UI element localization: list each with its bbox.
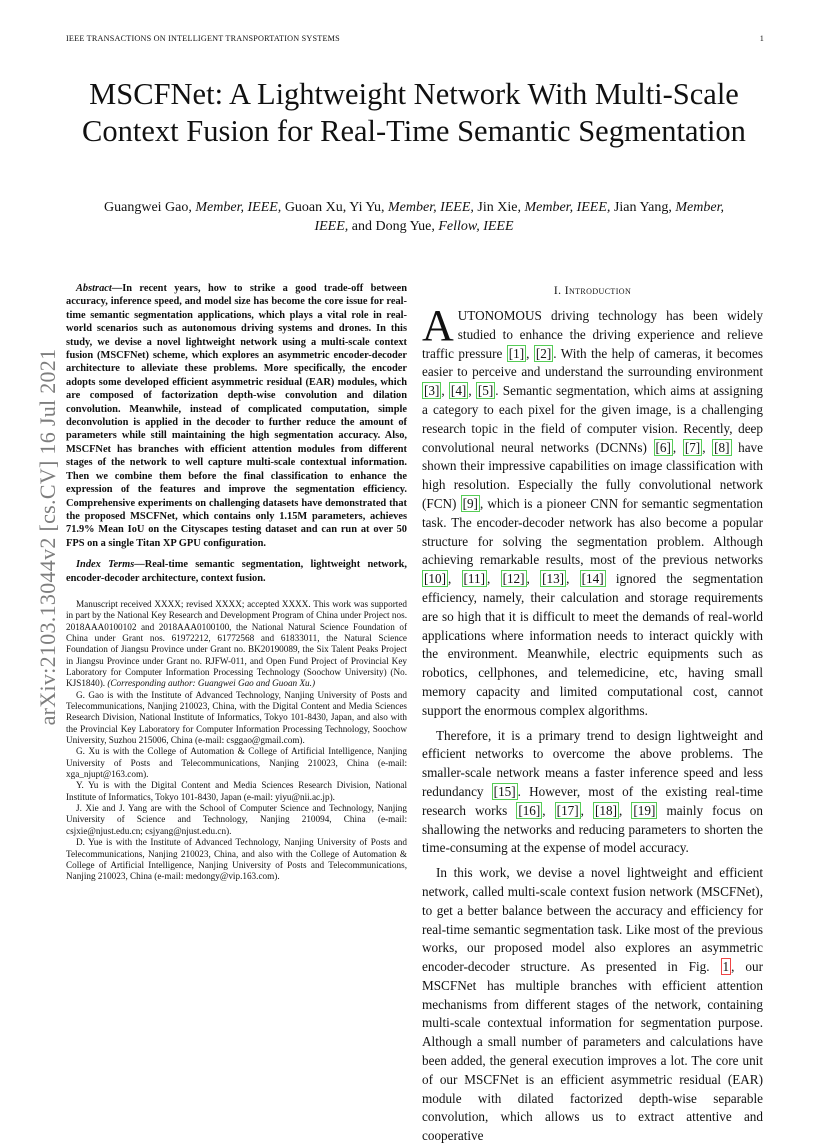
citation-link[interactable]: [8] (714, 439, 730, 455)
author-list (100, 198, 728, 236)
body-text: In this work, we devise a novel lightweight and efficient network, called multi-scale context fusion network (MSCFNet), to get a better balance between the accuracy and efficiency for real-time semantic segmentation task. Like most of the previous works, our proposed model also explores an asymmetric encoder-decoder structure. As presented in Fig. (422, 865, 763, 975)
footnote-affiliation: G. Xu is with the College of Automation & College of Artificial Intelligence, Nanjing University of Posts and Telecommunications, Nanjing 210023, China (e-mail: xga_njupt@163.com). (66, 746, 407, 780)
citation-link[interactable]: [17] (556, 802, 579, 818)
body-text: have shown their impressive capabilities on image classification with high resolution. Especially the fully convolutional network (FCN) (422, 439, 763, 511)
body-text: . With the help of cameras, it becomes easier to perceive and understand the surrounding environment (422, 345, 763, 380)
footnote-text: Manuscript received XXXX; revised XXXX; accepted XXXX. This work was supported in part by the National Key Research and Development Program of China under Project nos. 2018AAA0100102 and 2018AAA0100100, the National Natural Science Foundation of China under Grant nos. 61972212, 61772568 and 61833011, the Natural Science Foundation of Jiangsu Province under Grant no. BK20190089, the Six Talent Peaks Project in Jiangsu Province under Grant no. RJFW-011, and Open Fund Project of Provincial Key Laboratory for Computer Information Processing Technology (Soochow University) (No. KJS1840). (66, 598, 407, 689)
author-role: Member, IEEE, (388, 200, 474, 215)
author-name: Guoan Xu, Yi Yu, (284, 200, 385, 215)
author-name: Jian Yang, (613, 200, 672, 215)
footnotes (66, 599, 407, 883)
footnote-funding (66, 599, 407, 690)
citation-link[interactable]: [3] (424, 383, 440, 399)
intro-paragraph-1: AUTONOMOUS driving technology has been widely studied to enhance the driving experience and relieve traffic pressure [1] , [2] . With the help of cameras, it becomes easier to perceive and understand the surrounding environment [3] , [4] , [5] . Semantic segmentation, which aims at assigning a category to each pixel for the given image, is a challenging research topic in the field of computer vision. Recently, deep convolutional neural networks (DCNNs) [6] , [7] , [8] have shown their impressive capabilities on image classification with high resolution. Especially the fully convolutional network (FCN) [9] , which is a pioneer CNN for semantic segmentation task. The encoder-decoder network has also become a popular structure for solving the segmentation problem. Although achieving remarkable results, most of the previous networks [10] , [11] , [12] , [13] , [14] ignored the segmentation efficiency, namely, their calculation and storage requirements are so high that it is difficult to meet the demands of real-world applications where information needs to interact quickly with the environment. Meanwhile, electric equipments such as robotics, cellphones, and telemedicine, etc, having small memory capacity and limited computational cost, cannot support the enormous complex algorithms. (422, 301, 764, 718)
body-text: . Semantic segmentation, which aims at assigning a category to each pixel for the given image, is a challenging research topic in the field of computer vision. Recently, deep convolutional neural networks (DCNNs) (422, 383, 764, 455)
author-role: Member, IEEE, (524, 200, 611, 215)
body-text: , our MSCFNet has multiple branches with efficient attention mechanisms from different stages of the network, containing multi-scale contextual information for segmentation purpose. Although a small number of parameters and calculations have been added, the general execution improves a lot. The core unit of our MSCFNet is an efficient asymmetric residual (EAR) module with dilated factorized depth-wise separable convolution, which allows us to extract attentive and cooperative (422, 959, 763, 1144)
abstract (66, 282, 407, 550)
right-column (422, 282, 763, 1146)
citation-link[interactable]: [6] (655, 439, 671, 455)
section-heading (422, 284, 763, 297)
index-terms-text: —Real-time semantic segmentation, lightweight network, encoder-decoder architecture, context fusion. (66, 559, 407, 584)
body-text: ignored the segmentation efficiency, namely, their calculation and storage requirements are so high that it is difficult to meet the demands of real-world applications where information needs to interact quickly with the environment. Meanwhile, electric equipments such as robotics, cellphones, and telemedicine, etc, having small memory capacity and limited computational cost, cannot support the enormous complex algorithms. (422, 571, 764, 718)
citation-link[interactable]: [16] (518, 802, 541, 818)
author-role: Member, IEEE, (195, 200, 282, 215)
citation-link[interactable]: [13] (542, 571, 565, 587)
index-terms (66, 558, 407, 585)
figure-link[interactable]: 1 (722, 959, 730, 975)
footnote-affiliation: G. Gao is with the Institute of Advanced Technology, Nanjing University of Posts and Telecommunications, Nanjing 210023, China, with the Digital Content and Media Sciences Research Division, National Institute of Informatics, Tokyo 101-8430, Japan, and also with the Provincial Key Laboratory for Computer Information Processing Technology, Soochow University, Suzhou 215006, China (e-mail: csggao@gmail.com). (66, 689, 407, 746)
citation-link[interactable]: [1] (508, 345, 525, 361)
body-text: UTONOMOUS driving technology has been widely studied to enhance the driving experience and relieve traffic pressure (422, 308, 763, 361)
citation-link[interactable]: [14] (581, 571, 604, 587)
section-number: I. (553, 284, 565, 297)
intro-paragraph-2: Therefore, it is a primary trend to design lightweight and efficient networks to overcome the above problems. The smaller-scale network means a faster inference speed and less redundancy [15] . However, most of the existing real-time research works [16] , [17] , [18] , [19] mainly focus on shallowing the networks and reducing parameters to shorten the time-consuming at the expense of model accuracy. (422, 727, 764, 856)
footnote-affiliation: J. Xie and J. Yang are with the School of Computer Science and Technology, Nanjing University of Science and Technology, Nanjing 210094, China (e-mail: csjxie@njust.edu.cn; csjyang@njust.edu.cn). (66, 803, 407, 836)
citation-link[interactable]: [5] (477, 383, 494, 399)
citation-link[interactable]: [4] (450, 383, 467, 399)
body-text: . However, most of the existing real-time research works (422, 783, 764, 818)
paper-title: MSCFNet: A Lightweight Network With Multi-Scale Context Fusion for Real-Time Semantic Segmentation (82, 77, 746, 148)
abstract-label: Abstract (76, 283, 112, 294)
body-text: mainly focus on shallowing the networks and reducing parameters to shorten the time-consuming at the expense of model accuracy. (422, 802, 763, 856)
running-header (66, 34, 764, 43)
author-name: Jin Xie, (477, 200, 521, 215)
citation-link[interactable]: [19] (633, 802, 656, 818)
section-title: Introduction (564, 284, 632, 297)
citation-link[interactable]: [12] (502, 571, 525, 587)
page-number: 1 (759, 34, 764, 43)
author-role: Member, IEEE, (314, 200, 724, 234)
citation-link[interactable]: [15] (493, 783, 516, 799)
corresponding-author-note: (Corresponding author: Guangwei Gao and Guoan Xu.) (107, 678, 316, 689)
author-role: Fellow, IEEE (438, 219, 514, 234)
citation-link[interactable]: [11] (463, 571, 486, 587)
author-name: Guangwei Gao, (104, 200, 192, 215)
left-column (66, 282, 407, 883)
author-name: and Dong Yue, (351, 219, 435, 234)
footnote-affiliation: Y. Yu is with the Digital Content and Media Sciences Research Division, National Institute of Informatics, Tokyo 101-8430, Japan (e-mail: yiyu@nii.ac.jp). (66, 780, 407, 802)
arxiv-identifier: arXiv:2103.13044v2 [cs.CV] 16 Jul 2021 (35, 348, 60, 726)
drop-cap: A (422, 301, 454, 350)
journal-name: IEEE TRANSACTIONS ON INTELLIGENT TRANSPORTATION SYSTEMS (66, 34, 340, 43)
citation-link[interactable]: [18] (595, 802, 618, 818)
citation-link[interactable]: [9] (462, 495, 478, 511)
index-terms-label: Index Terms (76, 559, 135, 571)
citation-link[interactable]: [7] (684, 439, 701, 455)
body-text: Therefore, it is a primary trend to design lightweight and efficient networks to overcome the above problems. The smaller-scale network means a faster inference speed and less redundancy (422, 727, 763, 799)
citation-link[interactable]: [10] (424, 571, 446, 587)
footnote-affiliation: D. Yue is with the Institute of Advanced Technology, Nanjing University of Posts and Telecommunications, Nanjing 210023, China, and also with the College of Automation & College of Artificial Intelligence, Nanjing University of Posts and Telecommunications, Nanjing 210023, China (e-mail: medongy@vip.163.com). (66, 837, 407, 882)
intro-paragraph-3 (422, 864, 763, 1146)
abstract-text: —In recent years, how to strike a good trade-off between accuracy, inference speed, and model size has become the core issue for real-time semantic segmentation applications, which plays a vital role in real-world scenarios such as autonomous driving systems and drones. In this study, we devise a novel lightweight network using a multi-scale context fusion (MSCFNet) scheme, which explores an asymmetric encoder-decoder architecture to alleviate these problems. More specifically, the encoder adopts some developed efficient asymmetric residual (EAR) modules, which are composed of factorization depth-wise convolution and dilation convolution. Meanwhile, instead of complicated computation, simple deconvolution is applied in the decoder to further reduce the amount of parameters while still maintaining the high segmentation accuracy. Also, MSCFNet has branches with efficient attention modules from different stages of the network to well capture multi-scale contextual information. Then we combine them before the final classification to enhance the expression of the features and improve the segmentation efficiency. Comprehensive experiments on challenging datasets have demonstrated that the proposed MSCFNet, which contains only 1.15M parameters, achieves 71.9% Mean IoU on the Cityscapes testing dataset and can run at over 50 FPS on a single Titan XP GPU configuration. (66, 283, 407, 549)
citation-link[interactable]: [2] (535, 345, 552, 361)
body-text: , which is a pioneer CNN for semantic segmentation task. The encoder-decoder network has also become a popular structure for solving the segmentation problem. Although achieving remarkable results, most of the previous networks (422, 495, 764, 568)
